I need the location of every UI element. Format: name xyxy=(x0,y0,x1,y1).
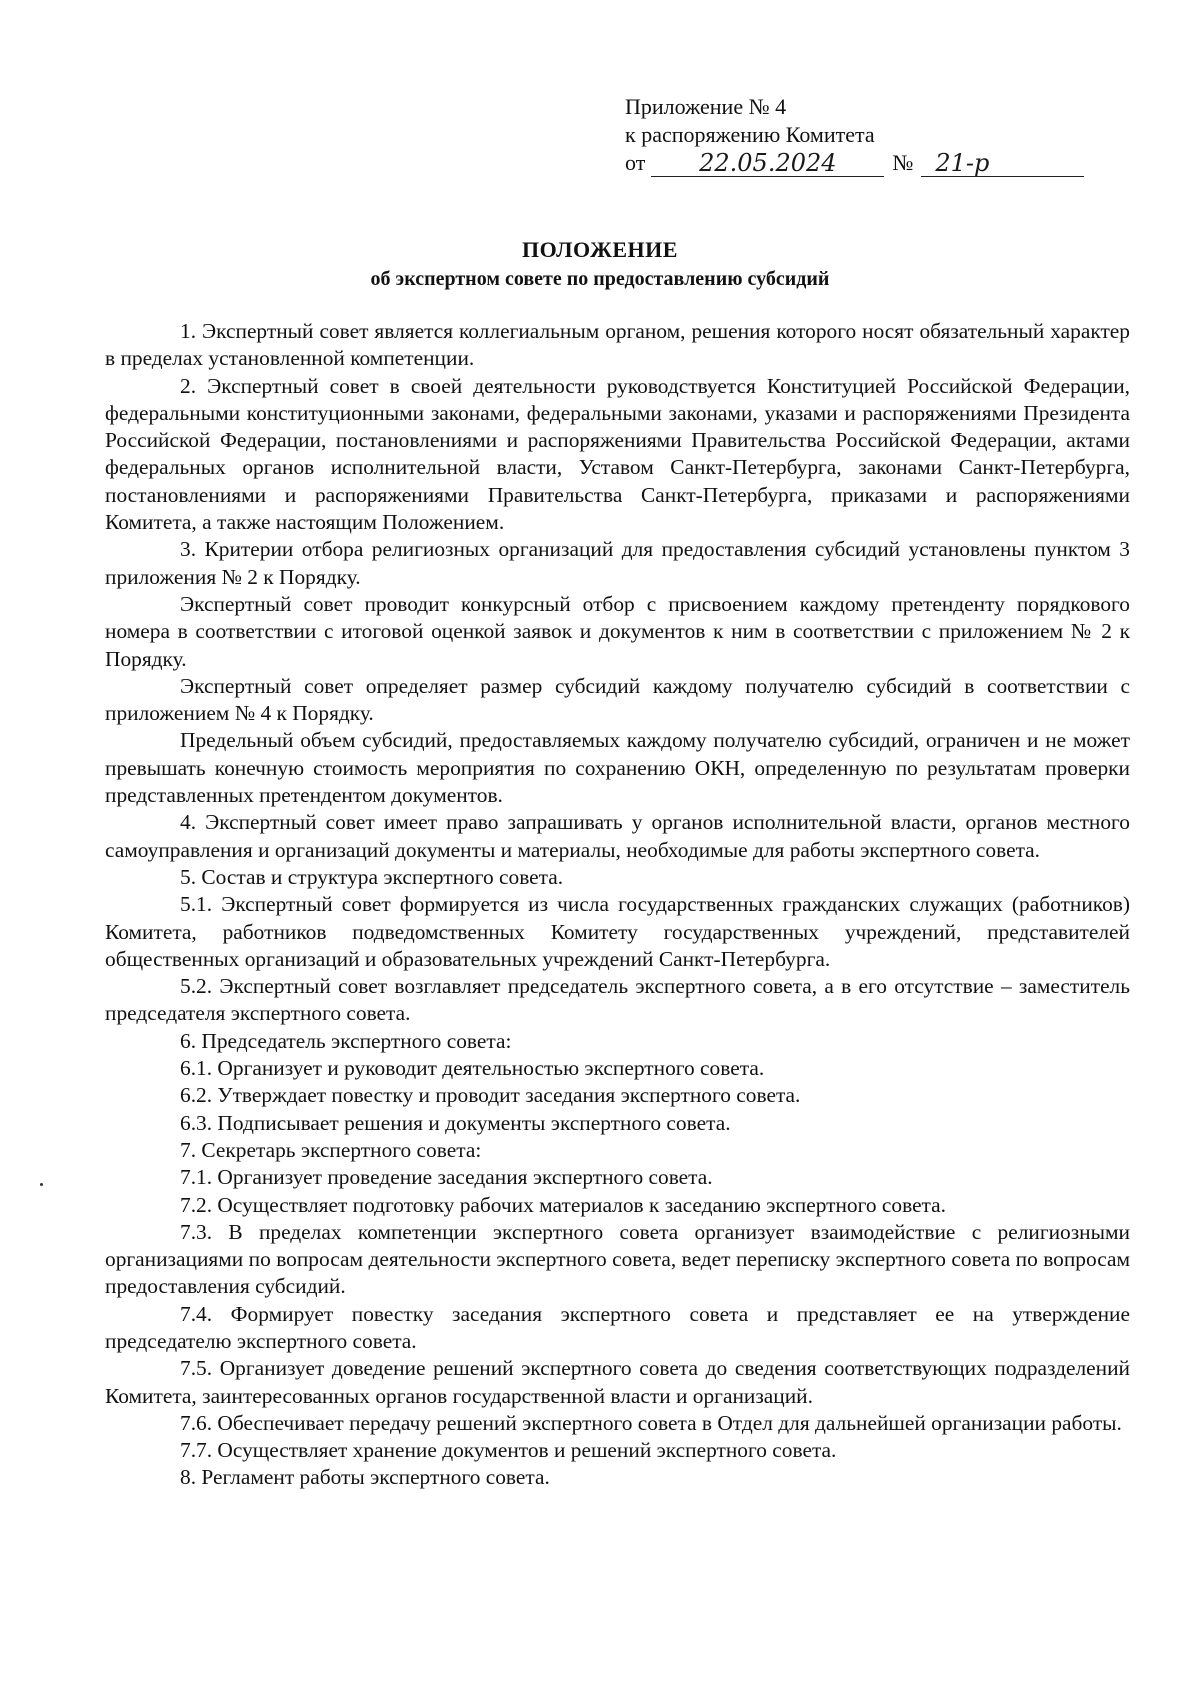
appendix-order-reference: к распоряжению Комитета xyxy=(625,122,875,147)
appendix-block xyxy=(625,93,1084,177)
paragraph: 1. Экспертный совет является коллегиальным органом, решения которого носят обязательный характер в пределах установленной компетенции. xyxy=(105,319,1130,371)
paragraph: 3. Критерии отбора религиозных организаций для предоставления субсидий установлены пунктом 3 приложения № 2 к Порядку. xyxy=(105,537,1130,589)
paragraph: 7.7. Осуществляет хранение документов и решений экспертного совета. xyxy=(180,1438,837,1463)
paragraph: 7.6. Обеспечивает передачу решений экспертного совета в Отдел для дальнейшей организации работы. xyxy=(180,1410,1122,1435)
document-subtitle: об экспертном совете по предоставлению субсидий xyxy=(370,268,830,290)
paragraph: 7.4. Формирует повестку заседания экспертного совета и представляет ее на утверждение председателю экспертного совета. xyxy=(105,1301,1130,1353)
paragraph: 7. Секретарь экспертного совета: xyxy=(180,1137,482,1162)
document-title: ПОЛОЖЕНИЕ xyxy=(522,237,678,262)
paragraph: 4. Экспертный совет имеет право запрашивать у органов исполнительной власти, органов местного самоуправления и организаций документы и материалы, необходимые для работы экспертного совета. xyxy=(105,810,1130,862)
appendix-date-number-line xyxy=(625,149,1084,177)
paragraph: 7.1. Организует проведение заседания экспертного совета. xyxy=(180,1165,713,1190)
paragraph: 7.2. Осуществляет подготовку рабочих материалов к заседанию экспертного совета. xyxy=(180,1192,947,1217)
appendix-number: Приложение № 4 xyxy=(625,94,787,119)
document-body xyxy=(105,318,1130,1492)
paragraph: 5. Состав и структура экспертного совета. xyxy=(180,864,564,889)
paragraph: 5.2. Экспертный совет возглавляет председатель экспертного совета, а в его отсутствие – заместитель председателя экспертного совета. xyxy=(105,974,1130,1026)
paragraph: Предельный объем субсидий, предоставляемых каждому получателю субсидий, ограничен и не может превышать конечную стоимость мероприятия по сохранению ОКН, определенную по результатам проверки представленных претендентом документов. xyxy=(105,728,1130,808)
handwritten-date: 22.05.2024 xyxy=(651,150,884,177)
paragraph: Экспертный совет определяет размер субсидий каждому получателю субсидий в соответствии с приложением № 4 к Порядку. xyxy=(105,673,1130,726)
scan-speck xyxy=(40,1183,43,1186)
paragraph: 5.1. Экспертный совет формируется из числа государственных гражданских служащих (работников) Комитета, работников подведомственных Комитету государственных учреждений, представителей общественных организаций и образовательных учреждений Санкт-Петербурга. xyxy=(105,892,1130,971)
handwritten-number: 21-р xyxy=(921,150,1084,177)
paragraph: Экспертный совет проводит конкурсный отбор с присвоением каждому претенденту порядкового номера в соответствии с итоговой оценкой заявок и документов к ним в соответствии с приложением № 2 к Порядку. xyxy=(105,591,1130,671)
paragraph: 2. Экспертный совет в своей деятельности руководствуется Конституцией Российской Федерации, федеральными конституционными законами, федеральными законами, указами и распоряжениями Президента Российской Федерации, постановлениями и распоряжениями Правительства Российской Федерации, актами федеральных органов исполнительной власти, Уставом Санкт-Петербурга, законами Санкт-Петербурга, постановлениями и распоряжениями Правительства Санкт-Петербурга, приказами и распоряжениями Комитета, а также настоящим Положением. xyxy=(105,373,1130,535)
date-prefix: от xyxy=(625,150,646,175)
paragraph: 6.1. Организует и руководит деятельностью экспертного совета. xyxy=(180,1056,765,1081)
paragraph: 7.3. В пределах компетенции экспертного совета организует взаимодействие с религиозными организациями по вопросам деятельности экспертного совета, ведет переписку экспертного совета по вопросам предоставления субсидий. xyxy=(105,1219,1130,1299)
paragraph: 6. Председатель экспертного совета: xyxy=(180,1028,512,1053)
number-label: № xyxy=(892,150,914,175)
paragraph: 7.5. Организует доведение решений экспертного совета до сведения соответствующих подразделений Комитета, заинтересованных органов государственной власти и организаций. xyxy=(105,1356,1130,1408)
paragraph: 6.3. Подписывает решения и документы экспертного совета. xyxy=(180,1110,731,1135)
paragraph: 6.2. Утверждает повестку и проводит заседания экспертного совета. xyxy=(180,1083,801,1108)
paragraph: 8. Регламент работы экспертного совета. xyxy=(180,1465,550,1490)
